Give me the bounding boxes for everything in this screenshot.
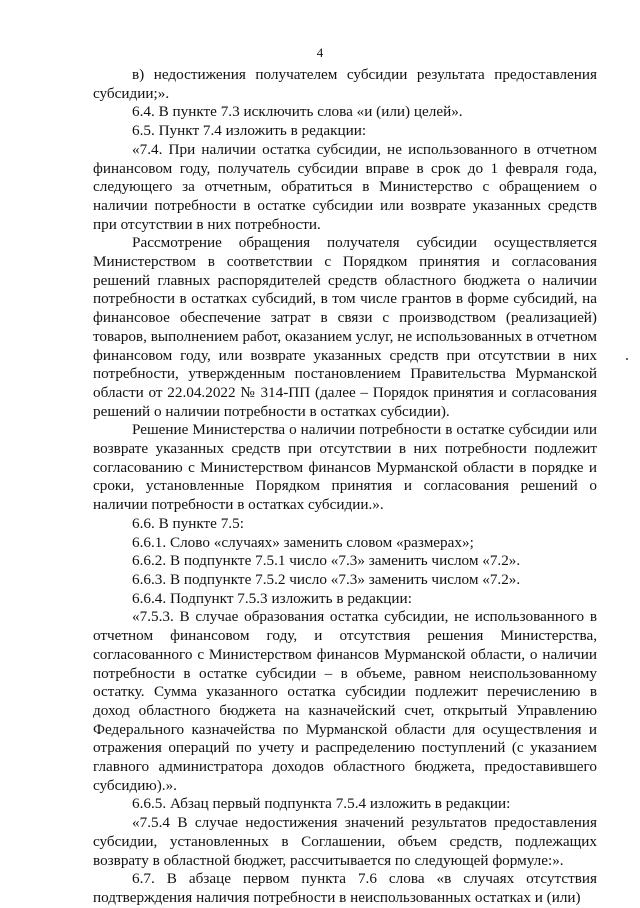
paragraph: «7.5.4 В случае недостижения значений результатов предоставления субсидии, установленных в Соглашении, объем средств, подлежащих возврату в областной бюджет, рассчитывается по следующей формуле:». — [93, 814, 597, 869]
paragraph: 6.6.4. Подпункт 7.5.3 изложить в редакции: — [132, 589, 412, 607]
paragraph: 6.6. В пункте 7.5: — [132, 514, 244, 532]
paragraph: «7.5.3. В случае образования остатка субсидии, не использованного в отчетном финансовом году, и отсутствия решения Министерства, согласованного с Министерством финансов Мурманской области, о наличии потребности в остатке субсидии – в объеме, равном неиспользованному остатку. Сумма указанного остатка субсидии подлежит перечислению в доход областного бюджета на казначейский счет, открытый Управлению Федерального казначейства по Мурманской области для осуществления и отражения операций по учету и распределению поступлений (с указанием главного администратора доходов областного бюджета, предоставившего субсидию).». — [93, 608, 597, 794]
paragraph: Рассмотрение обращения получателя субсидии осуществляется Министерством в соответствии с Порядком принятия и согласования решений главных распорядителей средств областного бюджета о наличии потребности в остатках субсидий, в том числе грантов в форме субсидий, на финансовое обеспечение затрат в связи с производством (реализацией) товаров, выполнением работ, оказанием услуг, не использованных в отчетном финансовом году, или возврате указанных средств при отсутствии в них потребности, утвержденным постановлением Правительства Мурманской области от 22.04.2022 № 314-ПП (далее – Порядок принятия и согласования решений о наличии потребности в остатках субсидии). — [93, 234, 597, 420]
paragraph: 6.5. Пункт 7.4 изложить в редакции: — [132, 122, 367, 140]
paragraph: 6.7. В абзаце первом пункта 7.6 слова «в случаях отсутствия подтверждения наличия потребности в неиспользованных остатках и (или) — [93, 870, 597, 906]
paragraph: 6.4. В пункте 7.3 исключить слова «и (или) целей». — [132, 103, 463, 121]
paragraph: 6.6.1. Слово «случаях» заменить словом «размерах»; — [132, 533, 474, 551]
paragraph: 6.6.2. В подпункте 7.5.1 число «7.3» заменить числом «7.2». — [132, 552, 521, 570]
paragraph: Решение Министерства о наличии потребности в остатке субсидии или возврате указанных средств при отсутствии в них потребности подлежит согласованию с Министерством финансов Мурманской области в порядке и сроки, установленные Порядком принятия и согласования решений о наличии потребности в остатках субсидии.». — [93, 421, 597, 514]
page-number: 4 — [316, 45, 324, 60]
paragraph: в) недостижения получателем субсидии результата предоставления субсидии;». — [93, 66, 597, 102]
paragraph: «7.4. При наличии остатка субсидии, не использованного в отчетном финансовом году, получатель субсидии вправе в срок до 1 февраля года, следующего за отчетным, обратиться в Министерство с обращением о наличии потребности в остатке субсидии или возврате указанных средств при отсутствии в них потребности. — [93, 140, 597, 233]
document-body — [93, 66, 597, 908]
paragraph: 6.6.3. В подпункте 7.5.2 число «7.3» заменить числом «7.2». — [132, 570, 521, 588]
scan-dot — [626, 358, 628, 360]
paragraph: 6.6.5. Абзац первый подпункта 7.5.4 изложить в редакции: — [132, 795, 511, 813]
